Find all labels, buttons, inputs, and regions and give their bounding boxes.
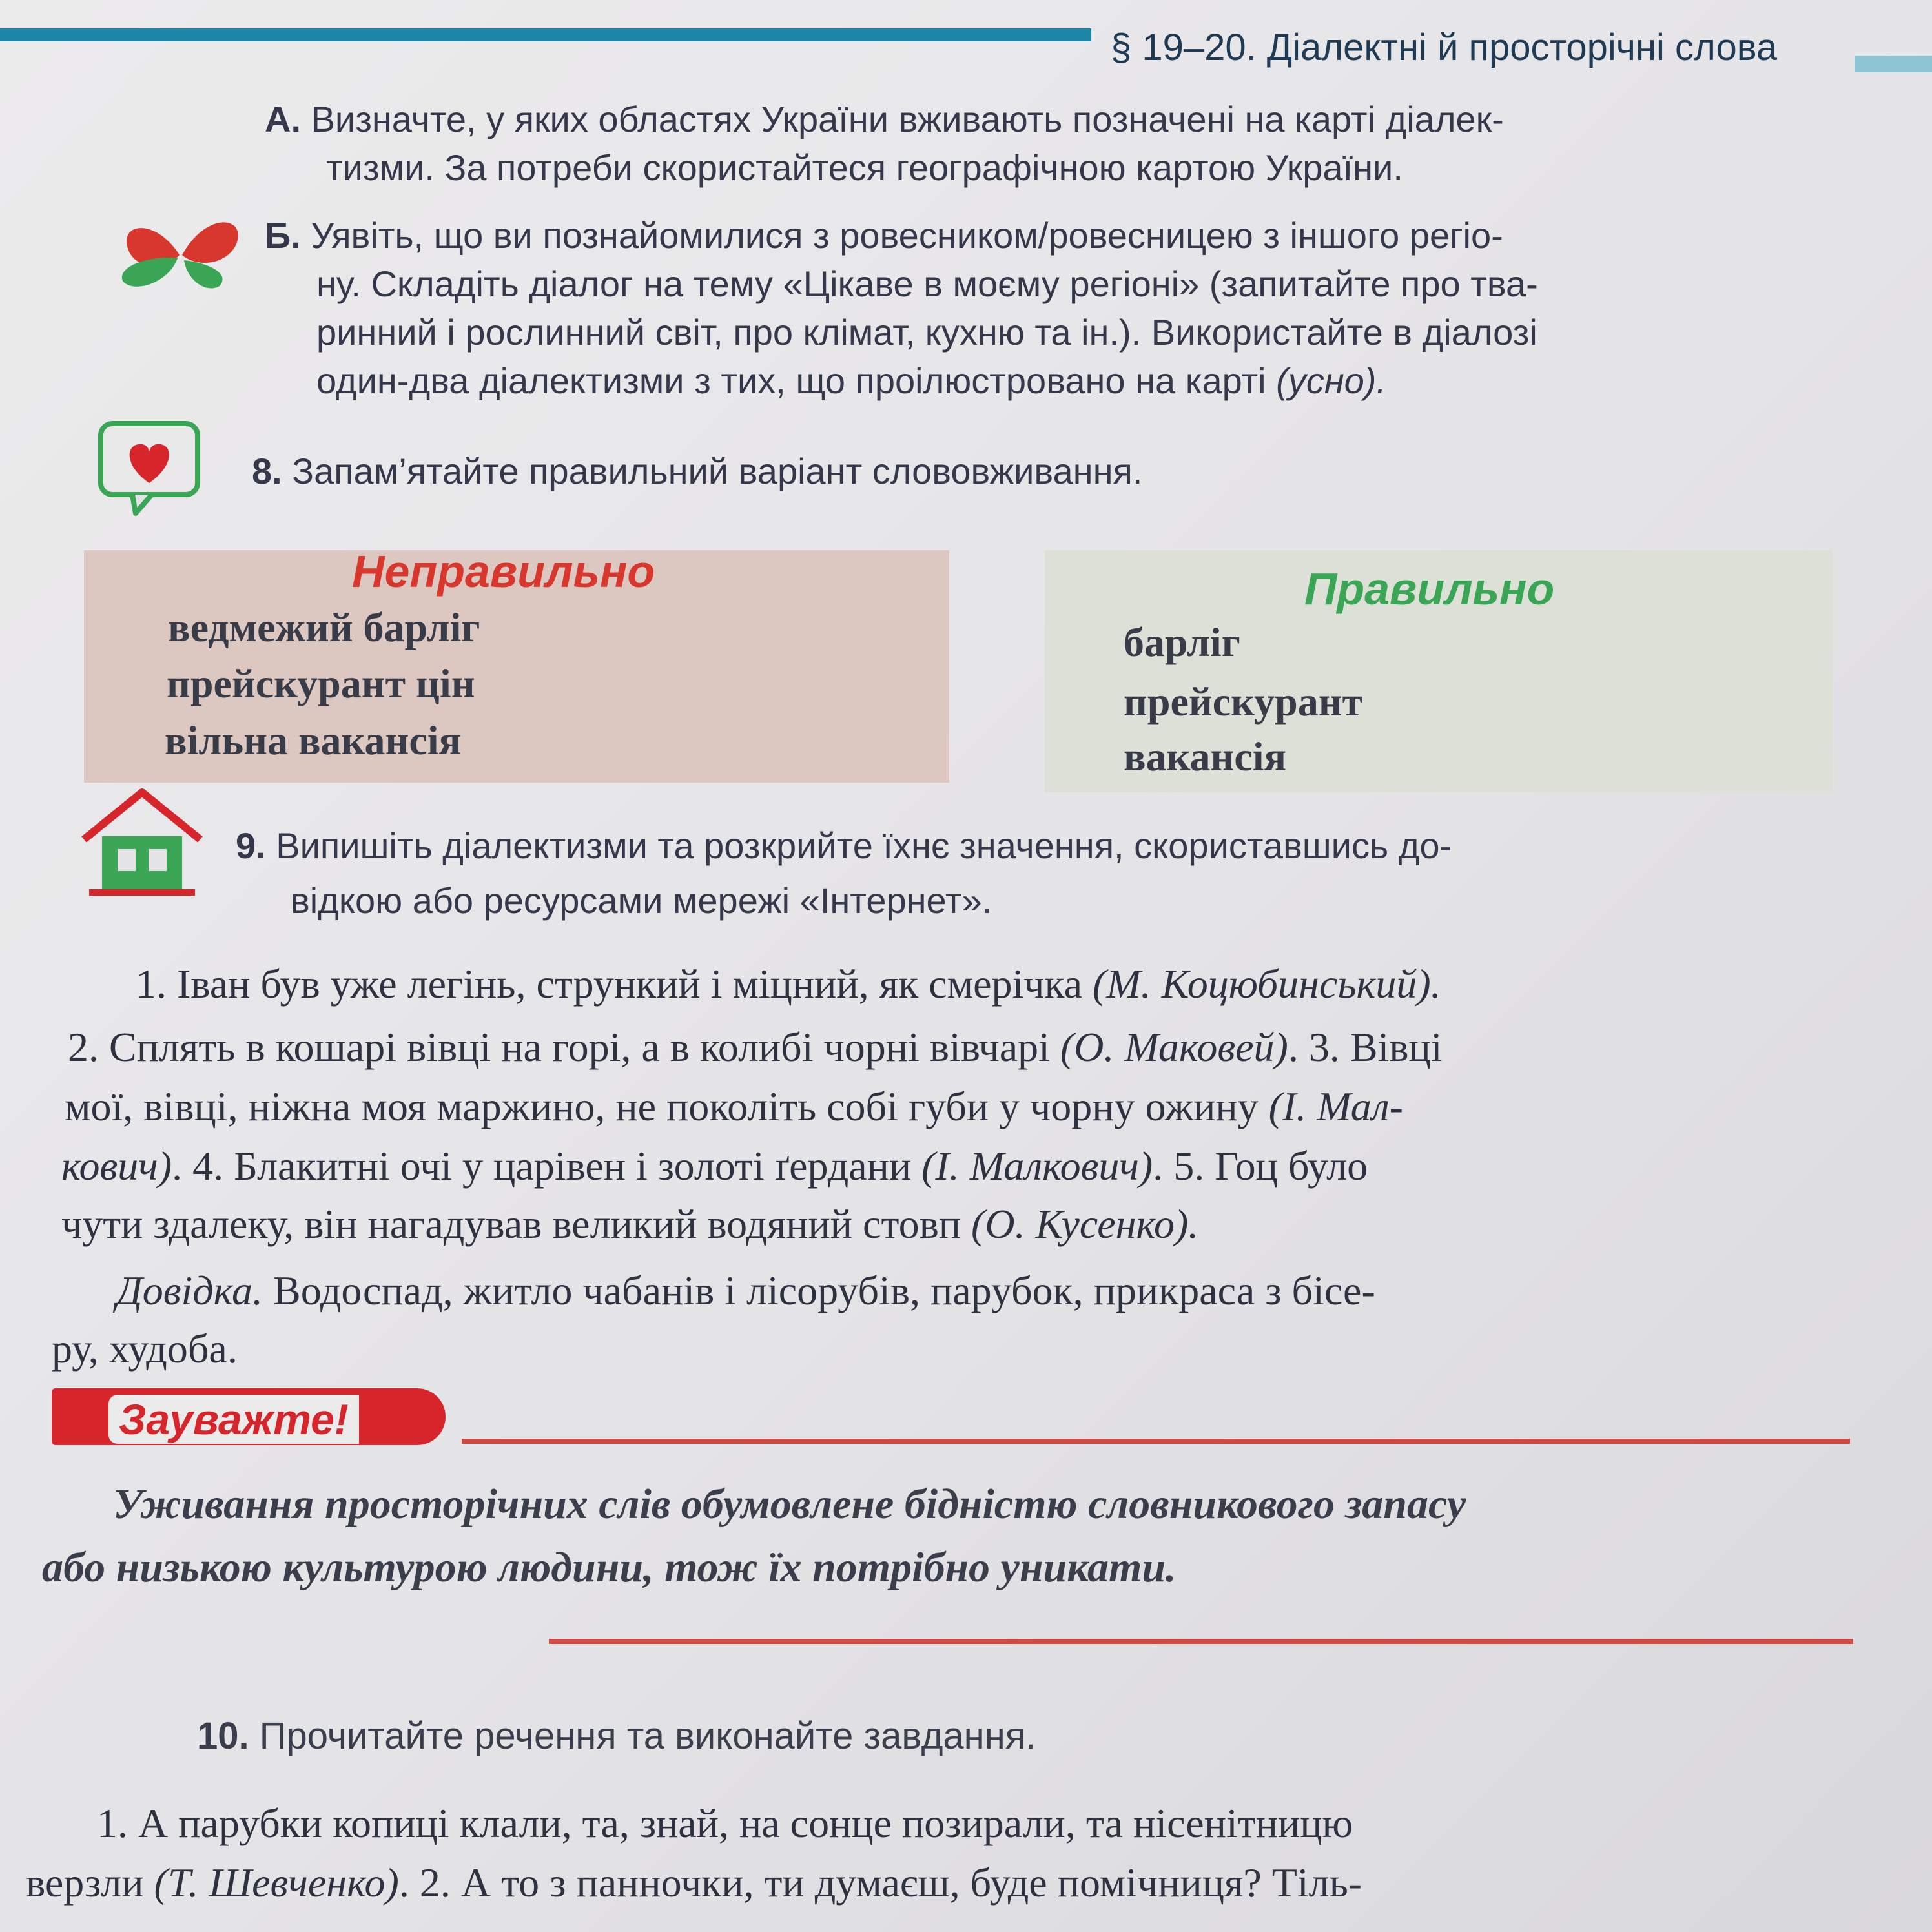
sentence-text: чути здалеку, він нагадував великий водяний стовп xyxy=(61,1201,972,1247)
sentence-author: (М. Коцюбинський). xyxy=(1093,961,1441,1007)
wrong-usage-title: Неправильно xyxy=(352,546,655,597)
task-a-label: А. xyxy=(265,99,301,139)
task-9-sentence-line-1 xyxy=(136,956,1441,1012)
task-9-sentence-line-2 xyxy=(68,1019,1443,1076)
task-10-text: Прочитайте речення та виконайте завдання. xyxy=(259,1715,1036,1757)
right-usage-item-2: прейскурант xyxy=(1124,679,1363,724)
task-9-number: 9. xyxy=(236,825,266,866)
sentence-text: . 3. Вівці xyxy=(1288,1024,1443,1070)
task-a-line-1: Визначте, у яких областях України вживають позначені на карті діалек- xyxy=(311,99,1504,139)
task-8-number: 8. xyxy=(252,451,282,491)
sentence-text: 2. Сплять в кошарі вівці на горі, а в колибі чорні вівчарі xyxy=(68,1024,1060,1070)
task-b xyxy=(265,213,1503,258)
task-b-line-1: Уявіть, що ви познайомилися з ровесником/ровесницею з іншого регіо- xyxy=(311,215,1503,256)
task-9 xyxy=(236,823,1452,868)
task-9-sentence-line-5 xyxy=(61,1196,1198,1253)
note-text-line-2: або низькою культурою людини, тож їх потрібно уникати. xyxy=(42,1544,1177,1591)
task-8-text: Запам’ятайте правильний варіант слововживання. xyxy=(292,451,1143,491)
task-9-line-1: Випишіть діалектизми та розкрийте їхнє значення, скориставшись до- xyxy=(276,825,1452,866)
wrong-usage-item-2: прейскурант цін xyxy=(167,661,475,706)
task-9-reference-line-1 xyxy=(116,1262,1375,1319)
page-header: § 19–20. Діалектні й просторічні слова xyxy=(1111,26,1778,68)
sentence-text: 1. Іван був уже легінь, стрункий і міцний, як смерічка xyxy=(136,961,1093,1007)
task-b-line-2: ну. Складіть діалог на тему «Цікаве в моєму регіоні» (запитайте про тва- xyxy=(316,263,1538,304)
sentence-text: верзли xyxy=(26,1860,154,1906)
task-9-line-2: відкою або ресурсами мережі «Інтернет». xyxy=(291,880,992,921)
note-text-line-1: Уживання просторічних слів обумовлене бідністю словникового запасу xyxy=(113,1481,1466,1528)
sentence-text: . 4. Блакитні очі у царівен і золоті ґердани xyxy=(172,1143,922,1189)
reference-label: Довідка. xyxy=(116,1268,263,1313)
sentence-author: (І. Мал- xyxy=(1268,1084,1403,1129)
heart-bubble-icon xyxy=(97,420,203,517)
sentence-author: (О. Маковей) xyxy=(1060,1024,1288,1070)
task-b-last-line: один-два діалектизми з тих, що проілюстровано на карті xyxy=(316,360,1266,401)
right-usage-item-3: вакансія xyxy=(1124,734,1287,779)
task-10-sentence-line-1: 1. А парубки копиці клали, та, знай, на сонце позирали, та нісенітницю xyxy=(97,1800,1353,1846)
sentence-text: . 5. Гоц було xyxy=(1153,1143,1368,1189)
sentence-text: . 2. А то з панночки, ти думаєш, буде помічниця? Тіль- xyxy=(398,1860,1362,1906)
note-divider-top xyxy=(462,1439,1850,1444)
task-8 xyxy=(252,449,1142,494)
reference-text: Водоспад, житло чабанів і лісорубів, парубок, прикраса з бісе- xyxy=(263,1268,1375,1313)
note-label: Зауважте! xyxy=(108,1395,359,1444)
task-10-sentence-line-2 xyxy=(26,1855,1362,1911)
sentence-text: мої, вівці, ніжна моя маржино, не поколіть собі губи у чорну ожину xyxy=(65,1084,1269,1129)
sentence-author: (І. Малкович) xyxy=(921,1143,1153,1189)
house-icon xyxy=(77,785,207,901)
task-a xyxy=(265,97,1504,142)
task-a-line-2: тизми. За потреби скористайтеся географічною картою України. xyxy=(326,147,1403,188)
task-10 xyxy=(197,1714,1036,1758)
task-9-reference-line-2: ру, худоба. xyxy=(52,1326,238,1372)
note-divider-bottom xyxy=(549,1639,1853,1644)
header-accent-bar-right xyxy=(1855,56,1932,72)
task-b-oral-note: (усно). xyxy=(1276,360,1386,401)
wrong-usage-item-3: вільна вакансія xyxy=(165,717,462,763)
sentence-author: кович) xyxy=(61,1143,172,1189)
right-usage-title: Правильно xyxy=(1304,564,1555,614)
task-b-label: Б. xyxy=(265,215,301,256)
task-9-sentence-line-4 xyxy=(61,1138,1368,1195)
sentence-author: (Т. Шевченко) xyxy=(154,1860,399,1906)
right-usage-item-1: барліг xyxy=(1124,619,1240,665)
task-b-line-4 xyxy=(316,358,1386,404)
wrong-usage-item-1: ведмежий барліг xyxy=(168,604,480,650)
sentence-author: (О. Кусенко). xyxy=(971,1201,1199,1247)
header-accent-bar xyxy=(0,28,1091,41)
task-9-sentence-line-3 xyxy=(65,1078,1403,1135)
butterfly-icon xyxy=(110,210,252,294)
task-10-number: 10. xyxy=(197,1715,249,1757)
task-b-line-3: ринний і рослинний світ, про клімат, кухню та ін.). Використайте в діалозі xyxy=(316,312,1537,353)
